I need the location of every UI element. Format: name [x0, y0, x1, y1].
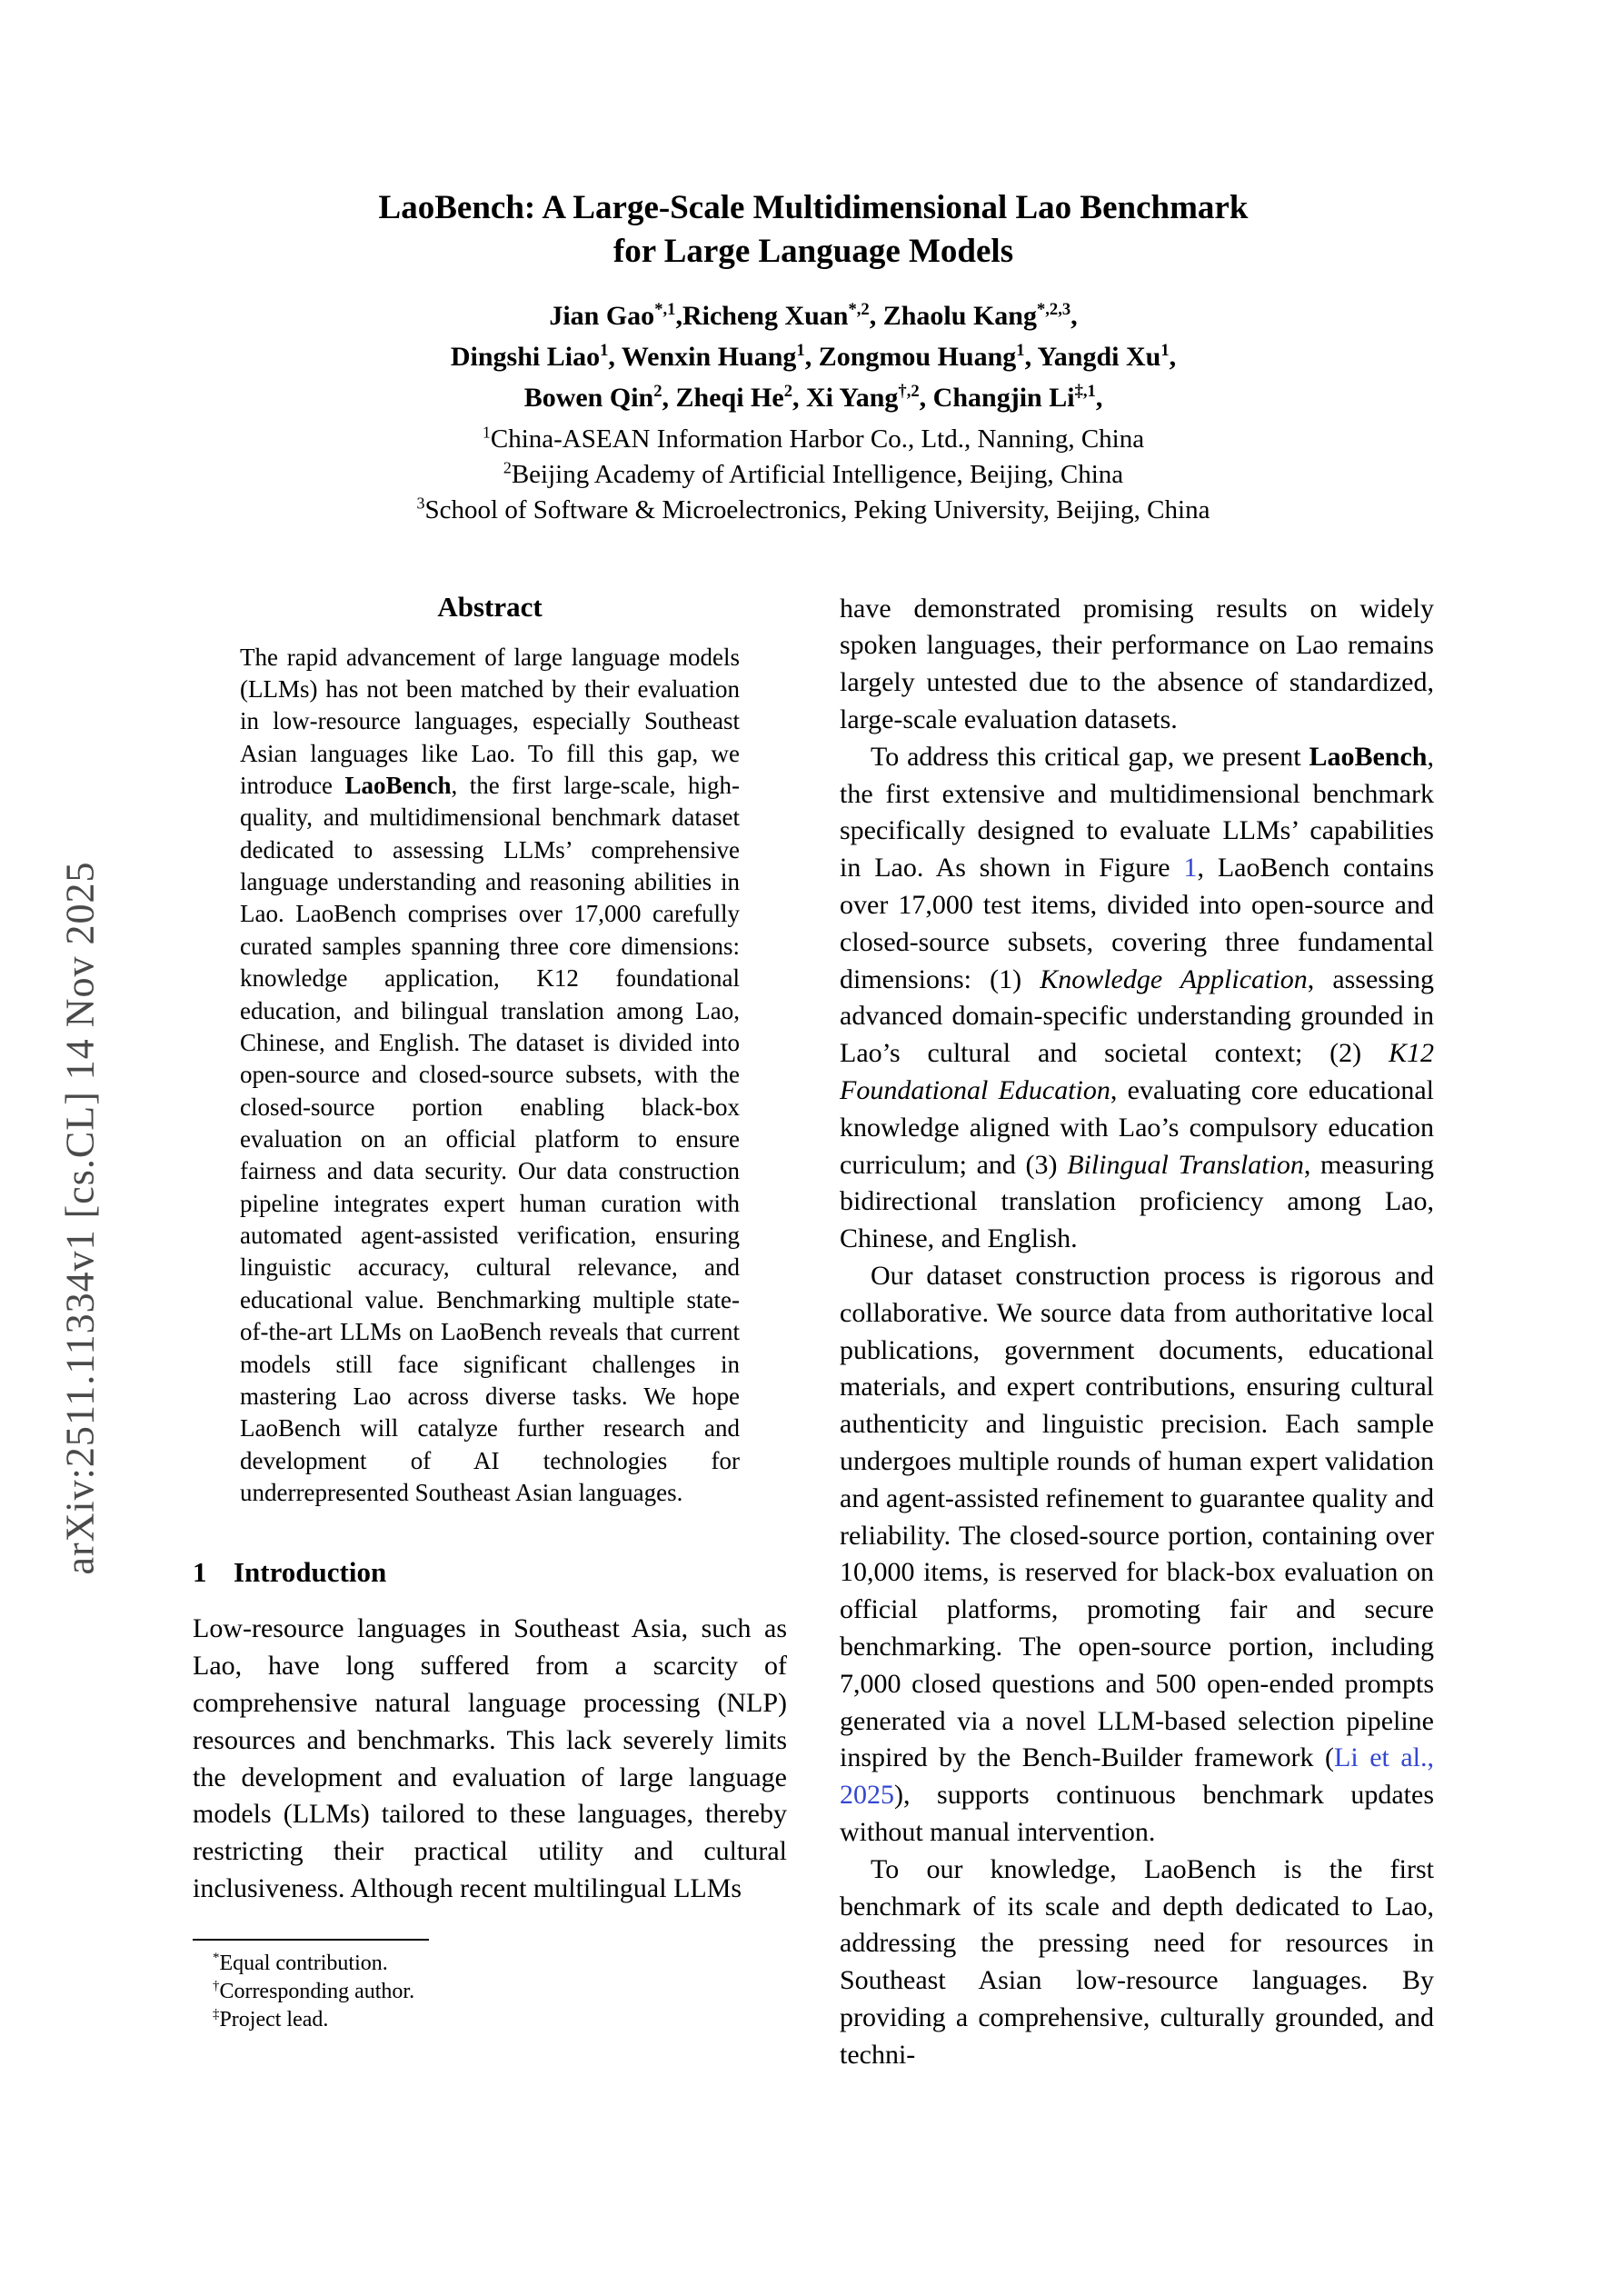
footnote-rule [193, 1939, 429, 1941]
affiliation-2: $^2$Beijing Academy of Artificial Intelligence, Beijing, China [503, 458, 1124, 490]
arxiv-watermark: arXiv:2511.11334v1 [cs.CL] 14 Nov 2025 [57, 861, 103, 1575]
section-number: 1 [193, 1556, 207, 1589]
figure-1-link[interactable]: 1 [1183, 853, 1198, 883]
paper-title [193, 186, 1434, 274]
affiliation-1: $^1$China-ASEAN Information Harbor Co., Ltd., Nanning, China [482, 423, 1145, 454]
paper-header [193, 0, 1434, 529]
affiliation-3: $^3$School of Software & Microelectronics, Peking University, Beijing, China [416, 494, 1210, 525]
author-line-1: Jian Gao$^{*,1}$,Richeng Xuan$^{*,2}$, Zhaolu Kang$^{*,2,3}$, [549, 300, 1078, 332]
body-paragraph-1: have demonstrated promising results on widely spoken languages, their performance on Lao remains largely untested due to the absence of standardized, large-scale evaluation datasets. [840, 593, 1434, 734]
author-line-3: Bowen Qin$^2$, Zheqi He$^2$, Xi Yang$^{\dagger,2}$, Changjin $Li^{\ddagger,1}$, [523, 382, 1103, 414]
author-block [193, 295, 1434, 418]
section-title: Introduction [233, 1556, 387, 1589]
footnote-corresponding-author: †Corresponding author. [213, 1978, 415, 2003]
footnote-equal-contribution: *Equal contribution. [213, 1950, 388, 1975]
two-column-layout [193, 591, 1434, 2074]
body-paragraph-2: To address this critical gap, we present LaoBench, the first extensive and multidimensional benchmark specifically designed to evaluate LLMs’ capabilities in Lao. As shown in Figure 1, LaoBench contains over 17,000 test items, divided into open-source and closed-source subsets, covering three fundamental dimensions: (1) Knowledge Application, assessing advanced domain-specific understanding grounded in Lao’s cultural and societal context; (2) K12 Foundational Education, evaluating core educational knowledge aligned with Lao’s compulsory education curriculum; and (3) Bilingual Translation, measuring bidirectional translation proficiency among Lao, Chinese, and English. [840, 741, 1435, 1254]
intro-paragraph: Low-resource languages in Southeast Asia, such as Lao, have long suffered from a scarcity of comprehensive natural language processing (NLP) resources and benchmarks. This lack severely limits the development and evaluation of large language models (LLMs) tailored to these languages, thereby restricting their practical utility and cultural inclusiveness. Although recent multilingual LLMs [193, 1613, 787, 1903]
paper-title-line1: LaoBench: A Large-Scale Multidimensional Lao Benchmark [378, 189, 1249, 226]
author-line-2: Dingshi Liao$^1$, Wenxin Huang$^1$, Zongmou Huang$^1$, Yangdi Xu$^1$, [450, 341, 1177, 373]
abstract-text: The rapid advancement of large language models (LLMs) has not been matched by their evaluation in low-resource languages, especially Southeast Asian languages like Lao. To fill this gap, we introduce LaoBench, the first large-scale, high-quality, and multidimensional benchmark dataset dedicated to assessing LLMs’ comprehensive language understanding and reasoning abilities in Lao. LaoBench comprises over 17,000 carefully curated samples spanning three core dimensions: knowledge application, K12 foundational education, and bilingual translation among Lao, Chinese, and English. The dataset is divided into open-source and closed-source subsets, with the closed-source portion enabling black-box evaluation on an official platform to ensure fairness and data security. Our data construction pipeline integrates expert human curation with automated agent-assisted verification, ensuring linguistic accuracy, cultural relevance, and educational value. Benchmarking multiple state-of-the-art LLMs on LaoBench reveals that current models still face significant challenges in mastering Lao across diverse tasks. We hope LaoBench will catalyze further research and development of AI technologies for underrepresented Southeast Asian languages. [240, 643, 740, 1506]
body-paragraph-3: Our dataset construction process is rigorous and collaborative. We source data from authoritative local publications, government documents, educational materials, and expert contributions, ensuring cultural authenticity and linguistic precision. Each sample undergoes multiple rounds of human expert validation and agent-assisted refinement to guarantee quality and reliability. The closed-source portion, containing over 10,000 items, is reserved for black-box evaluation on official platforms, promoting fair and secure benchmarking. The open-source portion, including 7,000 closed questions and 500 open-ended prompts generated via a novel LLM-based selection pipeline inspired by the Bench-Builder framework (Li et al., 2025), supports continuous benchmark updates without manual intervention. [840, 1260, 1434, 1847]
footnote-project-lead: ‡Project lead. [213, 2007, 329, 2032]
section-heading-introduction [193, 1556, 787, 1589]
left-column [193, 591, 787, 2074]
body-paragraph-4: To our knowledge, LaoBench is the first benchmark of its scale and depth dedicated to Lao, addressing the pressing need for resources in Southeast Asian low-resource languages. By providing a comprehensive, culturally grounded, and techni- [840, 1853, 1434, 2070]
citation-li-et-al-2025[interactable]: Li et al., 2025 [840, 1742, 1434, 1811]
footnote-block [193, 1939, 787, 2035]
paper-title-line2: for Large Language Models [612, 233, 1014, 271]
abstract-heading: Abstract [437, 590, 543, 623]
right-column [840, 591, 1434, 2074]
abstract-section [193, 591, 787, 1510]
affiliation-block [193, 422, 1434, 528]
paper-content [193, 0, 1434, 2073]
